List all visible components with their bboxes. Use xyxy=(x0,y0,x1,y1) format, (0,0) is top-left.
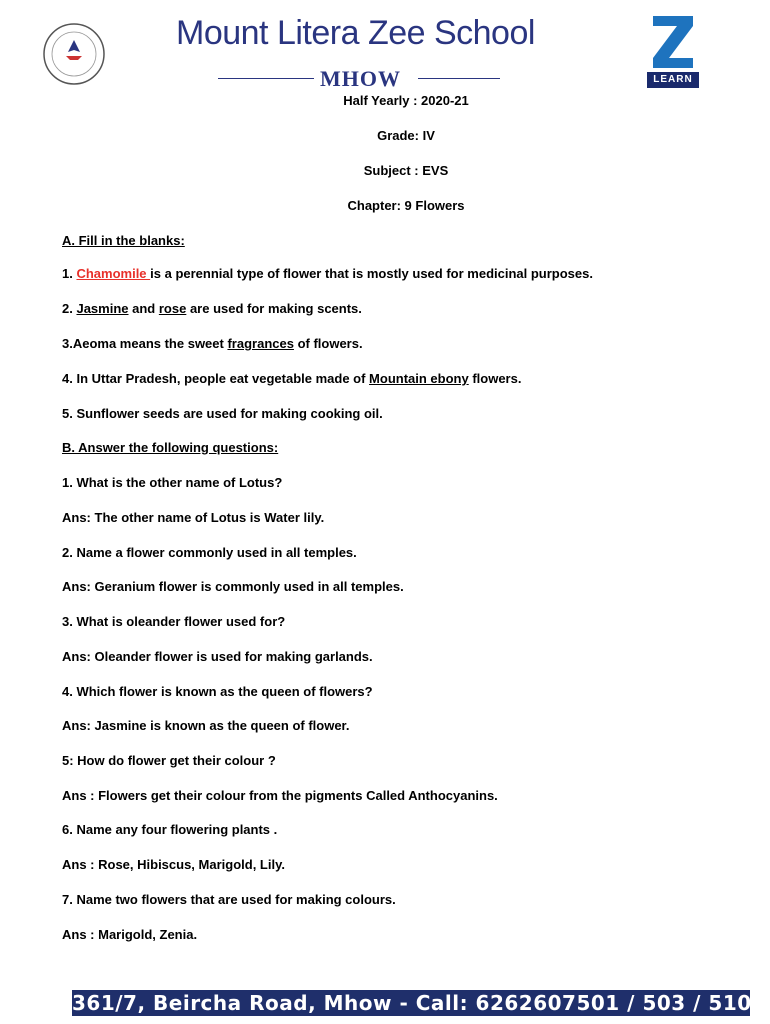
exam-term: Half Yearly : 2020-21 xyxy=(343,93,469,108)
exam-grade: Grade: IV xyxy=(377,128,435,143)
campus-banner xyxy=(218,66,500,92)
learn-badge: LEARN xyxy=(647,72,699,88)
question-1: 1. What is the other name of Lotus? xyxy=(62,475,283,490)
school-name: Mount Litera Zee School xyxy=(176,14,535,52)
question-5: 5: How do flower get their colour ? xyxy=(62,753,276,768)
question-3: 3. What is oleander flower used for? xyxy=(62,614,286,629)
school-seal-logo xyxy=(42,22,106,86)
blank-item-3: 3.Aeoma means the sweet fragrances of flowers. xyxy=(62,336,363,351)
answer-2: Ans: Geranium flower is commonly used in all temples. xyxy=(62,579,404,594)
blank-item-5: 5. Sunflower seeds are used for making cooking oil. xyxy=(62,406,383,421)
answer-4: Ans: Jasmine is known as the queen of flower. xyxy=(62,718,350,733)
section-a-heading: A. Fill in the blanks: xyxy=(62,233,185,248)
blank-item-4: 4. In Uttar Pradesh, people eat vegetable made of Mountain ebony flowers. xyxy=(62,371,522,386)
campus-name: MHOW xyxy=(320,66,401,91)
answer-3: Ans: Oleander flower is used for making garlands. xyxy=(62,649,373,664)
answer-5: Ans : Flowers get their colour from the pigments Called Anthocyanins. xyxy=(62,788,498,803)
question-6: 6. Name any four flowering plants . xyxy=(62,822,278,837)
question-4: 4. Which flower is known as the queen of flowers? xyxy=(62,684,373,699)
question-7: 7. Name two flowers that are used for making colours. xyxy=(62,892,396,907)
answer-7: Ans : Marigold, Zenia. xyxy=(62,927,198,942)
answer-chamomile: Chamomile xyxy=(76,266,151,281)
exam-chapter: Chapter: 9 Flowers xyxy=(347,198,465,213)
blank-item-1: 1. Chamomile is a perennial type of flower that is mostly used for medicinal purposes. xyxy=(62,266,593,281)
blank-item-2: 2. Jasmine and rose are used for making scents. xyxy=(62,301,362,316)
answer-1: Ans: The other name of Lotus is Water lily. xyxy=(62,510,325,525)
answer-6: Ans : Rose, Hibiscus, Marigold, Lily. xyxy=(62,857,285,872)
exam-subject: Subject : EVS xyxy=(363,163,449,178)
footer-address-bar: 361/7, Beircha Road, Mhow - Call: 6262607501 / 503 / 510 xyxy=(72,991,752,1015)
section-b-heading: B. Answer the following questions: xyxy=(62,440,279,455)
question-2: 2. Name a flower commonly used in all temples. xyxy=(62,545,357,560)
zee-learn-logo xyxy=(645,12,701,88)
